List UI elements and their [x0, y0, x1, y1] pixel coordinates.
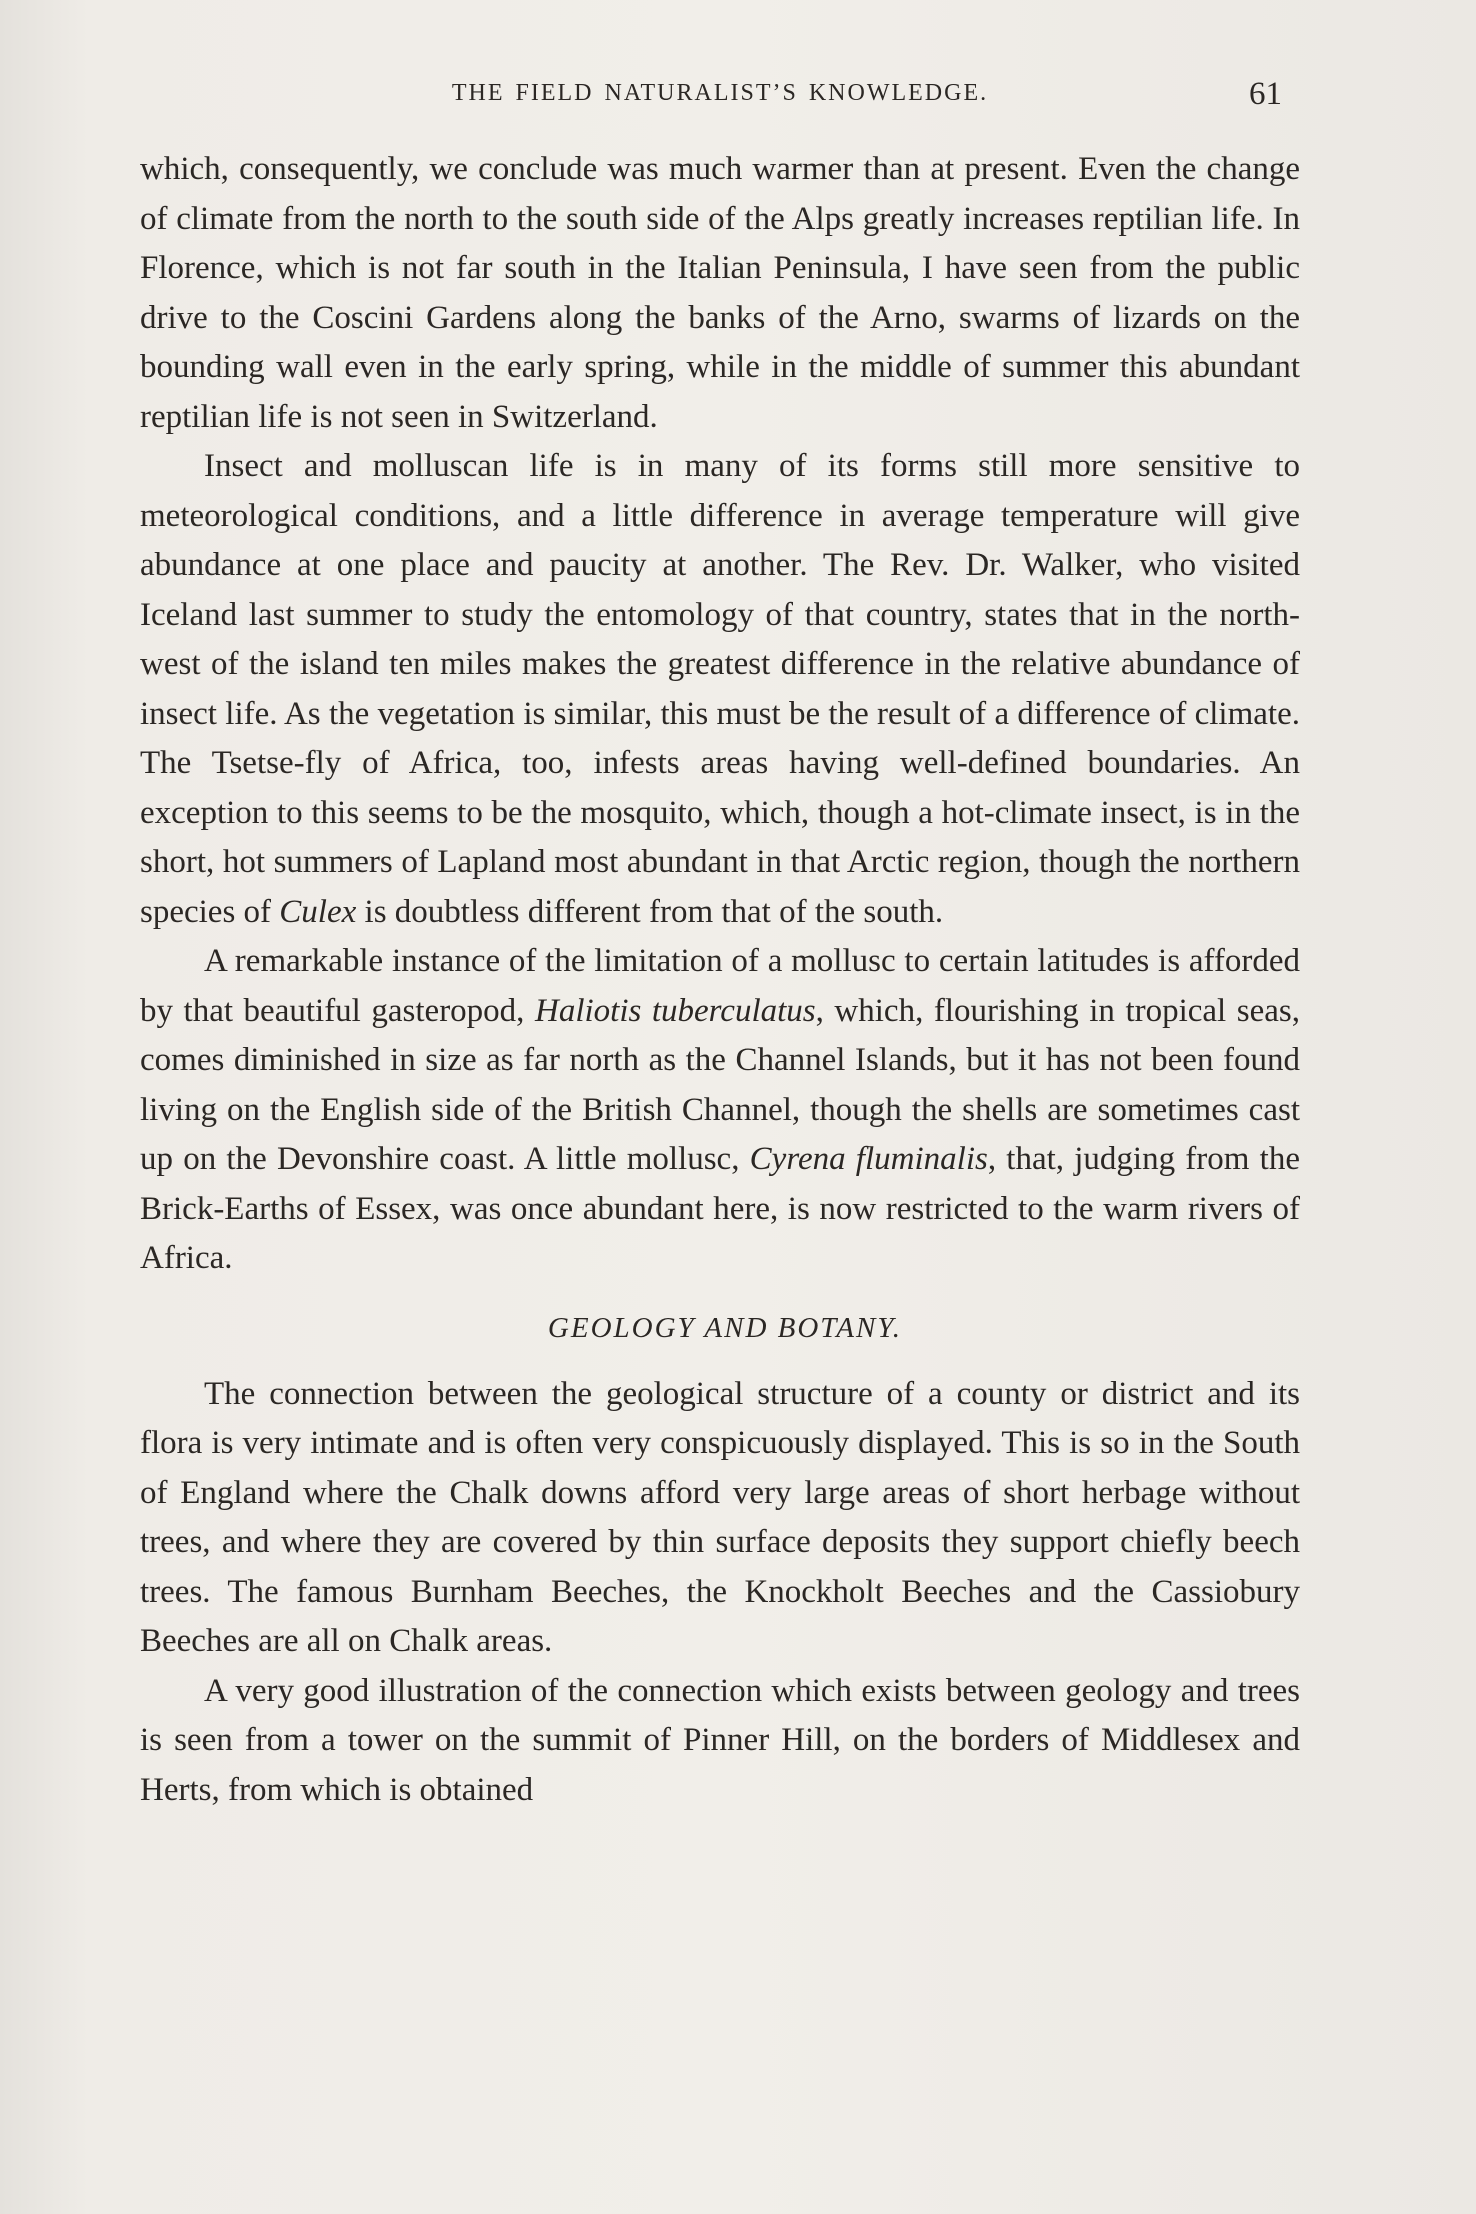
paragraph-text: is doubtless different from that of the south.	[356, 893, 944, 930]
paragraph-pinner-hill: A very good illustration of the connection which exists between geology and trees is seen from a tower on the summit of Pinner Hill, on the borders of Middlesex and Herts, from which is obtained	[140, 1672, 1300, 1808]
paragraph-text: , that, judging from the Brick-Earths of Essex, was once abundant here, is now restricted to the warm rivers of Africa.	[140, 1141, 1300, 1276]
paragraph-geology-flora: The connection between the geological structure of a county or district and its flora is very intimate and is often very conspicuously displayed. This is so in the South of England where the Chalk downs afford very large areas of short herbage without trees, and where they are covered by thin surface deposits they support chiefly beech trees. The famous Burnham Beeches, the Knockholt Beeches and the Cassiobury Beeches are all on Chalk areas.	[140, 1375, 1300, 1659]
body-text	[140, 145, 1300, 1815]
species-name-italic: Cyrena fluminalis	[749, 1141, 988, 1177]
species-name-italic: Culex	[279, 893, 357, 930]
page-number: 61	[1249, 76, 1282, 112]
section-heading: GEOLOGY AND BOTANY.	[547, 1311, 903, 1344]
page-header	[140, 76, 1300, 120]
paragraph-text: , which, flourishing in tropical seas, comes diminished in size as far north as the Channel Islands, but it has not been found living on the English side of the British Channel, though the shells are sometimes cast up on the Devonshire coast. A little mollusc,	[140, 992, 1300, 1177]
paragraph-reptilian-life: which, consequently, we conclude was much warmer than at present. Even the change of climate from the north to the south side of the Alps greatly increases reptilian life. In Florence, which is not far south in the Italian Peninsula, I have seen from the public drive to the Coscini Gardens along the banks of the Arno, swarms of lizards on the bounding wall even in the early spring, while in the middle of summer this abundant reptilian life is not seen in Switzerland.	[140, 151, 1300, 435]
paragraph-text: A remarkable instance of the limitation of a mollusc to certain latitudes is afforded by that beautiful gasteropod,	[140, 943, 1300, 1029]
paragraph-text: Insect and molluscan life is in many of its forms still more sensitive to meteorological conditions, and a little difference in average temperature will give abundance at one place and paucity at another. The Rev. Dr. Walker, who visited Iceland last summer to study the entomology of that country, states that in the north-west of the island ten miles makes the greatest difference in the relative abundance of insect life. As the vegetation is similar, this must be the result of a difference of climate. The Tsetse-fly of Africa, too, infests areas having well-defined boundaries. An exception to this seems to be the mosquito, which, though a hot-climate insect, is in the short, hot summers of Lapland most abundant in that Arctic region, though the northern species of	[140, 448, 1300, 930]
paragraph-insect-molluscan-life	[140, 442, 1300, 937]
paragraph-mollusc-limitation	[140, 937, 1300, 1284]
species-name-italic: Haliotis tuberculatus	[534, 992, 816, 1029]
running-title: THE FIELD NATURALIST’S KNOWLEDGE.	[451, 80, 989, 106]
